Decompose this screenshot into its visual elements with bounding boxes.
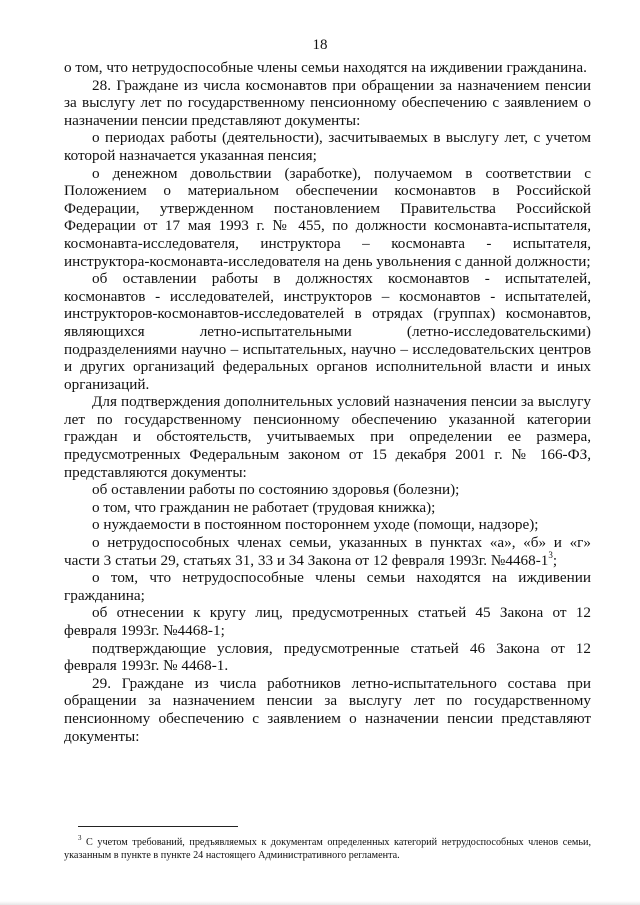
footnote-reference: 3 xyxy=(548,549,553,560)
footnote-marker: 3 xyxy=(78,833,82,842)
paragraph-family-members-text: о нетрудоспособных членах семьи, указанных в пунктах «а», «б» и «г» части 3 статьи 29, статьях 31, 33 и 34 Закона от 12 февраля 1993г. №4468-1 xyxy=(64,534,591,569)
paragraph-additional-conditions: Для подтверждения дополнительных условий назначения пенсии за выслугу лет по государственному пенсионному обеспечению указанной категории граждан и обстоятельств, учитываемых при определении ее размера, предусмотренных Федеральным законом от 15 декабря 2001 г. № 166-ФЗ, представляются документы: xyxy=(64,393,591,481)
body-text xyxy=(64,59,591,745)
paragraph-leaving-work: об оставлении работы в должностях космонавтов - испытателей, космонавтов - исследователей, инструкторов – космонавтов - испытателей, инструкторов-космонавтов-исследователей в отрядах (группах) космонавтов, являющихся летно-испытательными (летно-исследовательскими) подразделениями научно – испытательных, научно – исследовательских центров и других организаций федеральных органов исполнительной власти и иных организаций. xyxy=(64,270,591,393)
footnote-text: С учетом требований, предъявляемых к документам определенных категорий нетрудоспособных членов семьи, указанным в пункте в пункте 24 настоящего Административного регламента. xyxy=(64,837,592,861)
paragraph-continuation: о том, что нетрудоспособные члены семьи находятся на иждивении гражданина. xyxy=(64,59,587,76)
paragraph-family-members-end: ; xyxy=(552,551,558,569)
paragraph-family-members xyxy=(64,534,591,569)
paragraph-item-28: 28. Граждане из числа космонавтов при обращении за назначением пенсии за выслугу лет по государственному пенсионному обеспечению с заявлением о назначении пенсии представляют документы: xyxy=(64,76,591,129)
scan-edge xyxy=(0,901,640,905)
paragraph-allowance: о денежном довольствии (заработке), получаемом в соответствии с Положением о материальном обеспечении космонавтов в Российской Федерации, утвержденном постановлением Правительства Российской Федерации от 17 мая 1993 г. № 455, по должности космонавта-испытателя, космонавта-исследователя, инструктора – космонавта - испытателя, инструктора-космонавта-исследователя на день увольнения с данной должности; xyxy=(64,164,591,270)
paragraph-not-working: о том, что гражданин не работает (трудовая книжка); xyxy=(92,498,436,516)
paragraph-item-29: 29. Граждане из числа работников летно-испытательного состава при обращении за назначением пенсии за выслугу лет по государственному пенсионному обеспечению с заявлением о назначении пенсии представляют документы: xyxy=(64,674,591,745)
paragraph-work-periods: о периодах работы (деятельности), засчитываемых в выслугу лет, с учетом которой назначается указанная пенсия; xyxy=(64,129,591,164)
paragraph-health: об оставлении работы по состоянию здоровья (болезни); xyxy=(92,481,460,499)
paragraph-care-need: о нуждаемости в постоянном постороннем уходе (помощи, надзоре); xyxy=(92,516,539,534)
footnote-divider xyxy=(78,826,238,827)
page-number: 18 xyxy=(312,37,328,53)
paragraph-dependents: о том, что нетрудоспособные члены семьи находятся на иждивении гражданина; xyxy=(64,569,591,604)
paragraph-article-46: подтверждающие условия, предусмотренные статьей 46 Закона от 12 февраля 1993г. № 4468-1. xyxy=(64,639,591,675)
paragraph-article-45: об отнесении к кругу лиц, предусмотренных статьей 45 Закона от 12 февраля 1993г. №4468-1; xyxy=(64,604,591,639)
footnote xyxy=(64,833,592,862)
